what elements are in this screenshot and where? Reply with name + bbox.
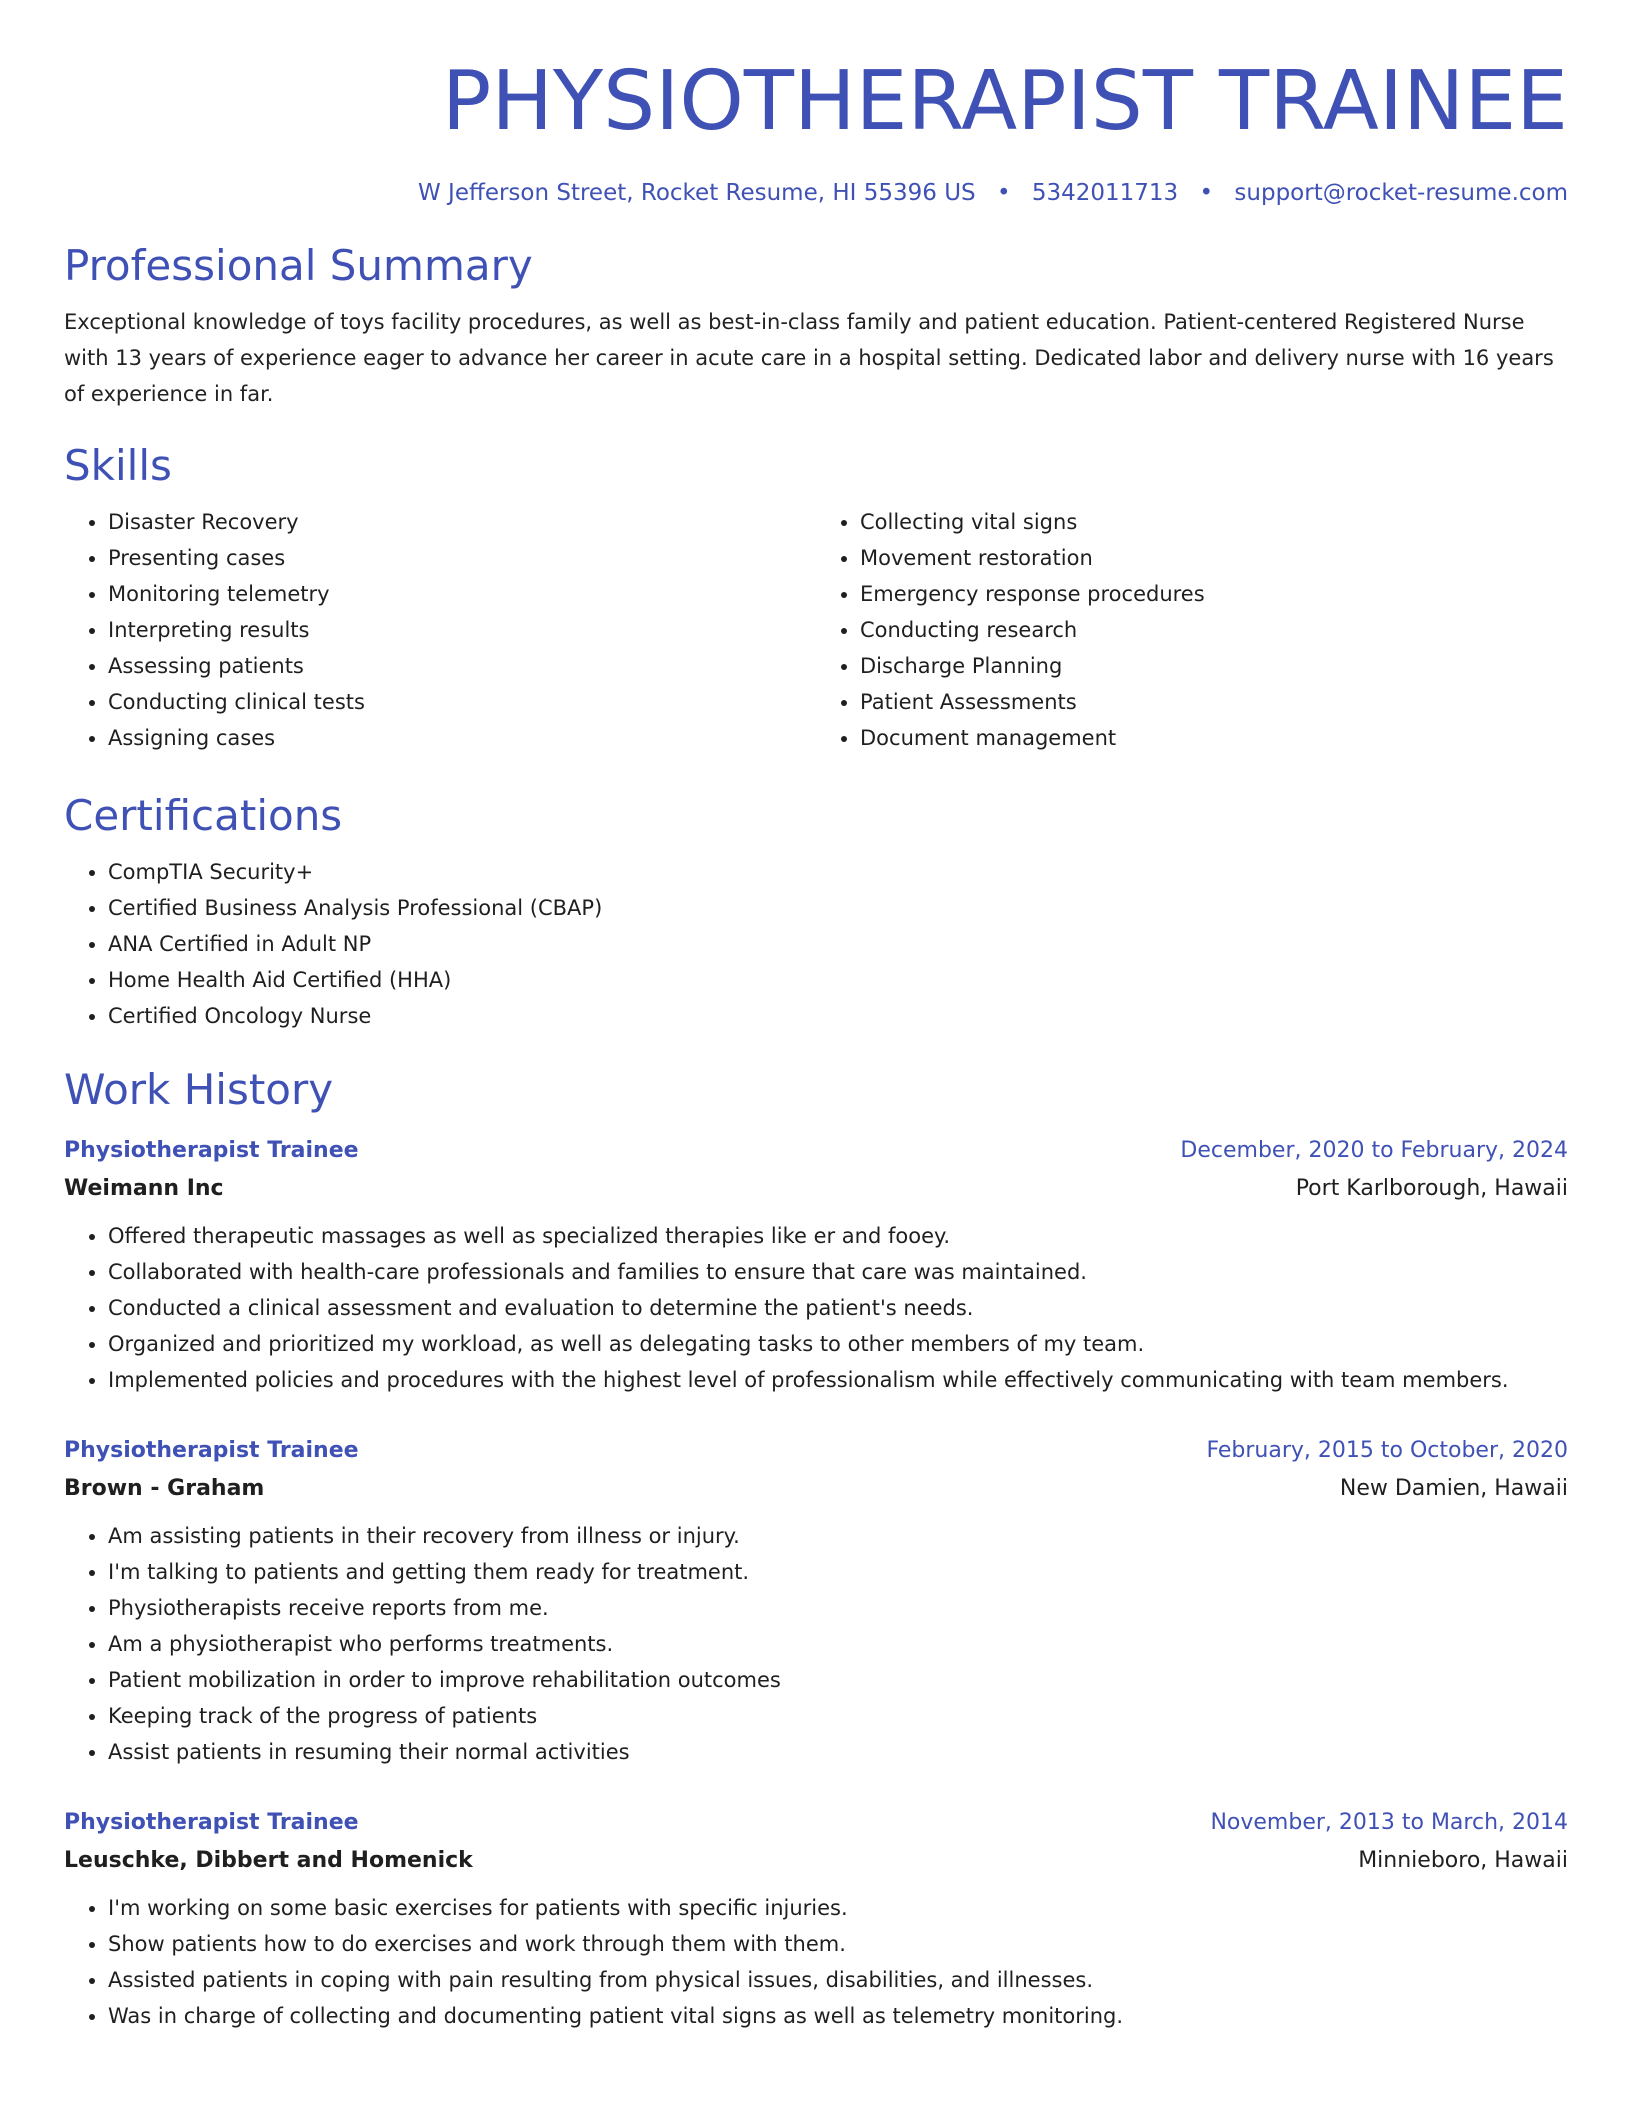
job-company-row [64, 1842, 1568, 1880]
job-bullet: • Collaborated with health-care professionals and families to ensure that care was maintained. [108, 1254, 1568, 1290]
skill-item: • Conducting clinical tests [108, 684, 816, 720]
job-bullet: • Keeping track of the progress of patients [108, 1698, 1568, 1734]
job-bullets [64, 1218, 1568, 1398]
job-entry [64, 1804, 1568, 2034]
job-bullet: • Offered therapeutic massages as well as specialized therapies like er and fooey. [108, 1218, 1568, 1254]
job-location: New Damien, Hawaii [1339, 1476, 1568, 1501]
skill-item: • Assigning cases [108, 720, 816, 756]
skill-item: • Conducting research [860, 612, 1568, 648]
skills-grid [64, 504, 1568, 756]
job-bullet: • Assist patients in resuming their normal activities [108, 1734, 1568, 1770]
job-entry [64, 1432, 1568, 1770]
job-bullet: • Physiotherapists receive reports from me. [108, 1590, 1568, 1626]
certification-item: • ANA Certified in Adult NP [108, 926, 1568, 962]
job-title: Physiotherapist Trainee [64, 1438, 359, 1463]
skills-list-right [816, 504, 1568, 756]
contact-address: W Jefferson Street, Rocket Resume, HI 55396 US [417, 180, 976, 206]
skill-item: • Presenting cases [108, 540, 816, 576]
job-company: Weimann Inc [64, 1176, 224, 1201]
job-location: Minnieboro, Hawaii [1358, 1848, 1568, 1873]
job-title: Physiotherapist Trainee [64, 1810, 359, 1835]
certification-item: • Certified Business Analysis Professional (CBAP) [108, 890, 1568, 926]
resume-header [64, 0, 1568, 208]
job-dates: December, 2020 to February, 2024 [1180, 1138, 1568, 1163]
skill-item: • Emergency response procedures [860, 576, 1568, 612]
job-location: Port Karlborough, Hawaii [1295, 1176, 1568, 1201]
skill-item: • Collecting vital signs [860, 504, 1568, 540]
contact-line [64, 178, 1568, 208]
skills-list-left [64, 504, 816, 756]
job-bullet: • Patient mobilization in order to improve rehabilitation outcomes [108, 1662, 1568, 1698]
job-bullet: • I'm working on some basic exercises for patients with specific injuries. [108, 1890, 1568, 1926]
skill-item: • Patient Assessments [860, 684, 1568, 720]
job-bullet: • Was in charge of collecting and documenting patient vital signs as well as telemetry monitoring. [108, 1998, 1568, 2034]
job-bullet: • I'm talking to patients and getting them ready for treatment. [108, 1554, 1568, 1590]
job-company: Brown - Graham [64, 1476, 265, 1501]
job-company: Leuschke, Dibbert and Homenick [64, 1848, 473, 1873]
job-bullet: • Implemented policies and procedures with the highest level of professionalism while effectively communicating with team members. [108, 1362, 1568, 1398]
certification-item: • Home Health Aid Certified (HHA) [108, 962, 1568, 998]
skills-heading: Skills [64, 441, 172, 490]
job-bullet: • Conducted a clinical assessment and evaluation to determine the patient's needs. [108, 1290, 1568, 1326]
job-header-row [64, 1804, 1568, 1842]
skill-item: • Interpreting results [108, 612, 816, 648]
job-dates: February, 2015 to October, 2020 [1206, 1438, 1568, 1463]
certification-item: • CompTIA Security+ [108, 854, 1568, 890]
job-bullet: • Am assisting patients in their recovery from illness or injury. [108, 1518, 1568, 1554]
certifications-list [64, 854, 1568, 1034]
job-bullet: • Assisted patients in coping with pain resulting from physical issues, disabilities, and illnesses. [108, 1962, 1568, 1998]
resume-name: PHYSIOTHERAPIST TRAINEE [441, 54, 1568, 149]
job-company-row [64, 1470, 1568, 1508]
job-bullet: • Am a physiotherapist who performs treatments. [108, 1626, 1568, 1662]
certification-item: • Certified Oncology Nurse [108, 998, 1568, 1034]
summary-heading: Professional Summary [64, 241, 533, 290]
job-bullets [64, 1890, 1568, 2034]
contact-phone: 5342011713 [1031, 180, 1179, 206]
skill-item: • Disaster Recovery [108, 504, 816, 540]
resume-page [64, 0, 1568, 2034]
certifications-heading: Certifications [64, 791, 343, 840]
job-bullets [64, 1518, 1568, 1770]
job-company-row [64, 1170, 1568, 1208]
skill-item: • Movement restoration [860, 540, 1568, 576]
summary-text: Exceptional knowledge of toys facility procedures, as well as best-in-class family and patient education. Patient-centered Registered Nurse with 13 years of experience eager to advance her career in acute care in a hospital setting. Dedicated labor and delivery nurse with 16 years of experience in far. [64, 310, 1554, 406]
job-bullet: • Show patients how to do exercises and work through them with them. [108, 1926, 1568, 1962]
skill-item: • Assessing patients [108, 648, 816, 684]
contact-separator: • [1199, 180, 1214, 206]
work-history-heading: Work History [64, 1065, 334, 1114]
job-header-row [64, 1432, 1568, 1470]
contact-separator: • [996, 180, 1011, 206]
job-bullet: • Organized and prioritized my workload, as well as delegating tasks to other members of my team. [108, 1326, 1568, 1362]
job-dates: November, 2013 to March, 2014 [1210, 1810, 1568, 1835]
contact-email: support@rocket-resume.com [1234, 180, 1568, 206]
skill-item: • Document management [860, 720, 1568, 756]
job-title: Physiotherapist Trainee [64, 1138, 359, 1163]
skill-item: • Discharge Planning [860, 648, 1568, 684]
skill-item: • Monitoring telemetry [108, 576, 816, 612]
job-header-row [64, 1132, 1568, 1170]
job-entry [64, 1132, 1568, 1398]
